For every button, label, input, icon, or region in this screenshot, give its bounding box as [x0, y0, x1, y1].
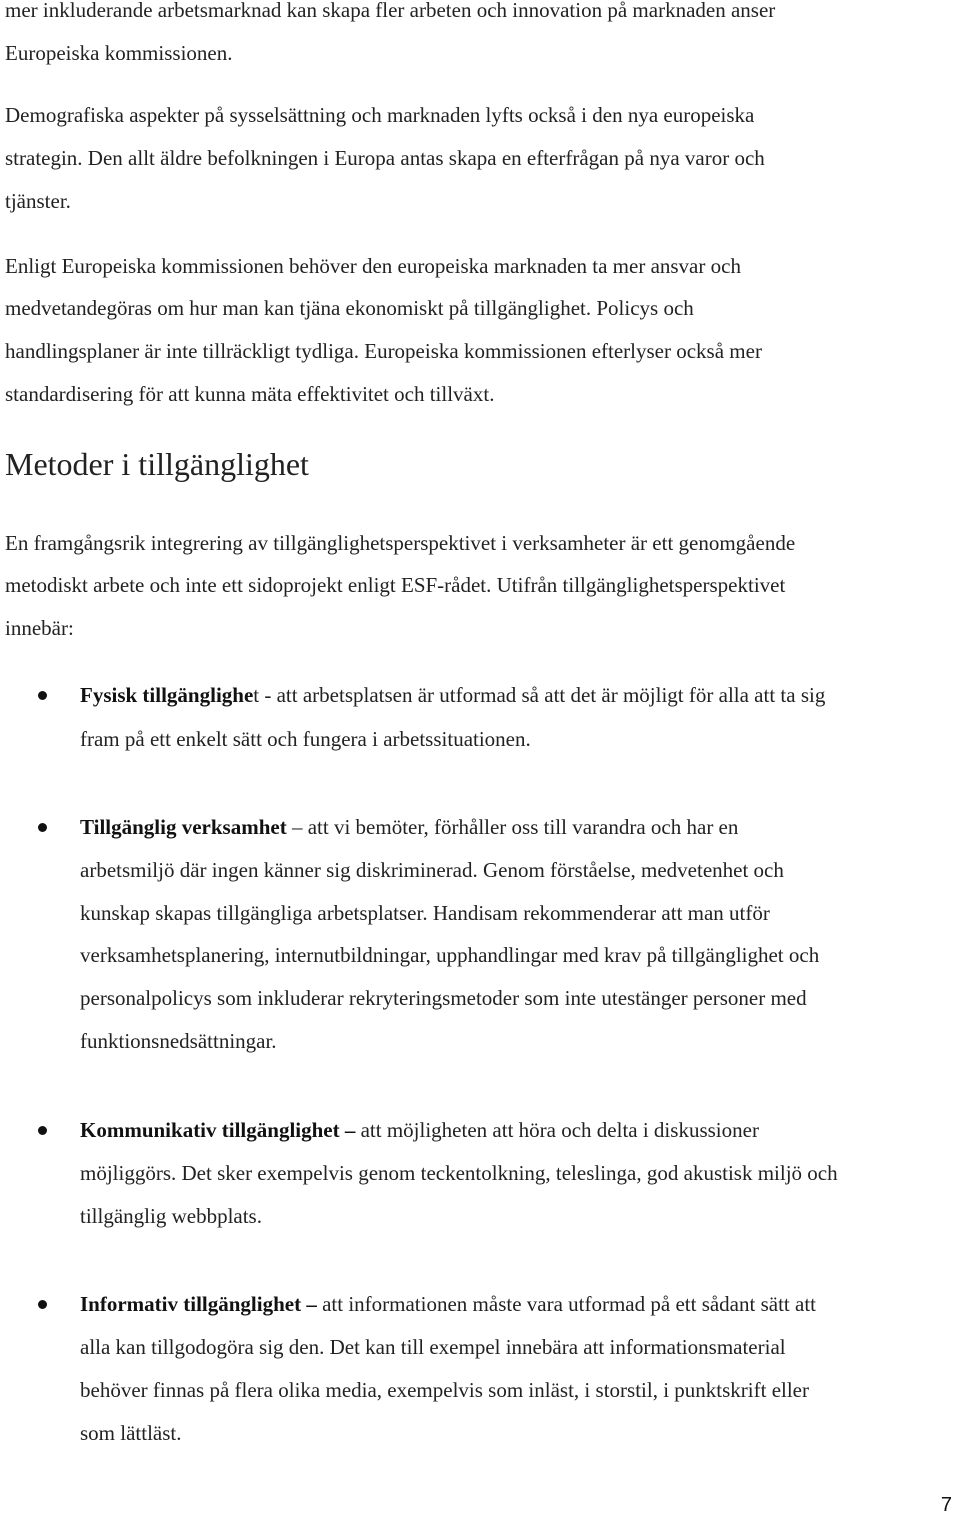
list-item-first-line	[80, 814, 738, 840]
list-item-line: tillgänglig webbplats.	[80, 1204, 262, 1228]
list-item-text: att möjligheten att höra och delta i diskussioner	[355, 1118, 759, 1142]
page-number: 7	[940, 1494, 952, 1516]
section-heading: Metoder i tillgänglighet	[5, 446, 309, 482]
paragraph-line: standardisering för att kunna mäta effektivitet och tillväxt.	[5, 382, 495, 406]
list-item-line: som lättläst.	[80, 1421, 182, 1445]
paragraph-line: Demografiska aspekter på sysselsättning och marknaden lyfts också i den nya europeiska	[5, 103, 755, 127]
paragraph-line: strategin. Den allt äldre befolkningen i Europa antas skapa en efterfrågan på nya varor och	[5, 146, 765, 170]
list-item-line: fram på ett enkelt sätt och fungera i arbetssituationen.	[80, 727, 531, 751]
list-item-line: funktionsnedsättningar.	[80, 1029, 277, 1053]
paragraph-line: En framgångsrik integrering av tillgänglighetsperspektivet i verksamheter är ett genomgående	[5, 531, 796, 555]
paragraph-line: metodiskt arbete och inte ett sidoprojekt enligt ESF-rådet. Utifrån tillgänglighetsperspektivet	[5, 573, 786, 597]
list-item-term: Informativ tillgänglighet –	[80, 1292, 317, 1316]
list-item-text: att informationen måste vara utformad på ett sådant sätt att	[316, 1292, 816, 1316]
list-item-term: Kommunikativ tillgänglighet –	[80, 1118, 356, 1142]
bullet-point	[38, 1300, 47, 1309]
bullet-point	[38, 1126, 47, 1135]
list-item-first-line	[80, 1117, 759, 1143]
paragraph-line: medvetandegöras om hur man kan tjäna ekonomiskt på tillgänglighet. Policys och	[5, 296, 694, 320]
paragraph-line: Enligt Europeiska kommissionen behöver den europeiska marknaden ta mer ansvar och	[5, 254, 741, 278]
list-item-text: t - att arbetsplatsen är utformad så att det är möjligt för alla att ta sig	[253, 683, 826, 707]
list-item-line: behöver finnas på flera olika media, exempelvis som inläst, i storstil, i punktskrift eller	[80, 1378, 809, 1402]
list-item-line: möjliggörs. Det sker exempelvis genom teckentolkning, teleslinga, god akustisk miljö och	[80, 1161, 838, 1185]
list-item-first-line	[80, 682, 825, 708]
paragraph-line: Europeiska kommissionen.	[5, 41, 233, 65]
list-item-line: kunskap skapas tillgängliga arbetsplatser. Handisam rekommenderar att man utför	[80, 901, 770, 925]
list-item-text: – att vi bemöter, förhåller oss till varandra och har en	[286, 815, 739, 839]
list-item-line: arbetsmiljö där ingen känner sig diskriminerad. Genom förståelse, medvetenhet och	[80, 858, 784, 882]
list-item-line: verksamhetsplanering, internutbildningar, upphandlingar med krav på tillgänglighet och	[80, 943, 820, 967]
bullet-point	[38, 823, 47, 832]
list-item-line: personalpolicys som inkluderar rekryteringsmetoder som inte utestänger personer med	[80, 986, 807, 1010]
list-item-line: alla kan tillgodogöra sig den. Det kan till exempel innebära att informationsmaterial	[80, 1335, 786, 1359]
paragraph-line: innebär:	[5, 616, 74, 640]
list-item-term: Tillgänglig verksamhet	[80, 815, 287, 839]
paragraph-line: handlingsplaner är inte tillräckligt tydliga. Europeiska kommissionen efterlyser också mer	[5, 339, 762, 363]
bullet-point	[38, 691, 47, 700]
paragraph-line: mer inkluderande arbetsmarknad kan skapa fler arbeten och innovation på marknaden anser	[5, 0, 776, 22]
paragraph-line: tjänster.	[5, 189, 71, 213]
list-item-first-line	[80, 1291, 816, 1317]
list-item-term: Fysisk tillgänglighe	[80, 683, 254, 707]
